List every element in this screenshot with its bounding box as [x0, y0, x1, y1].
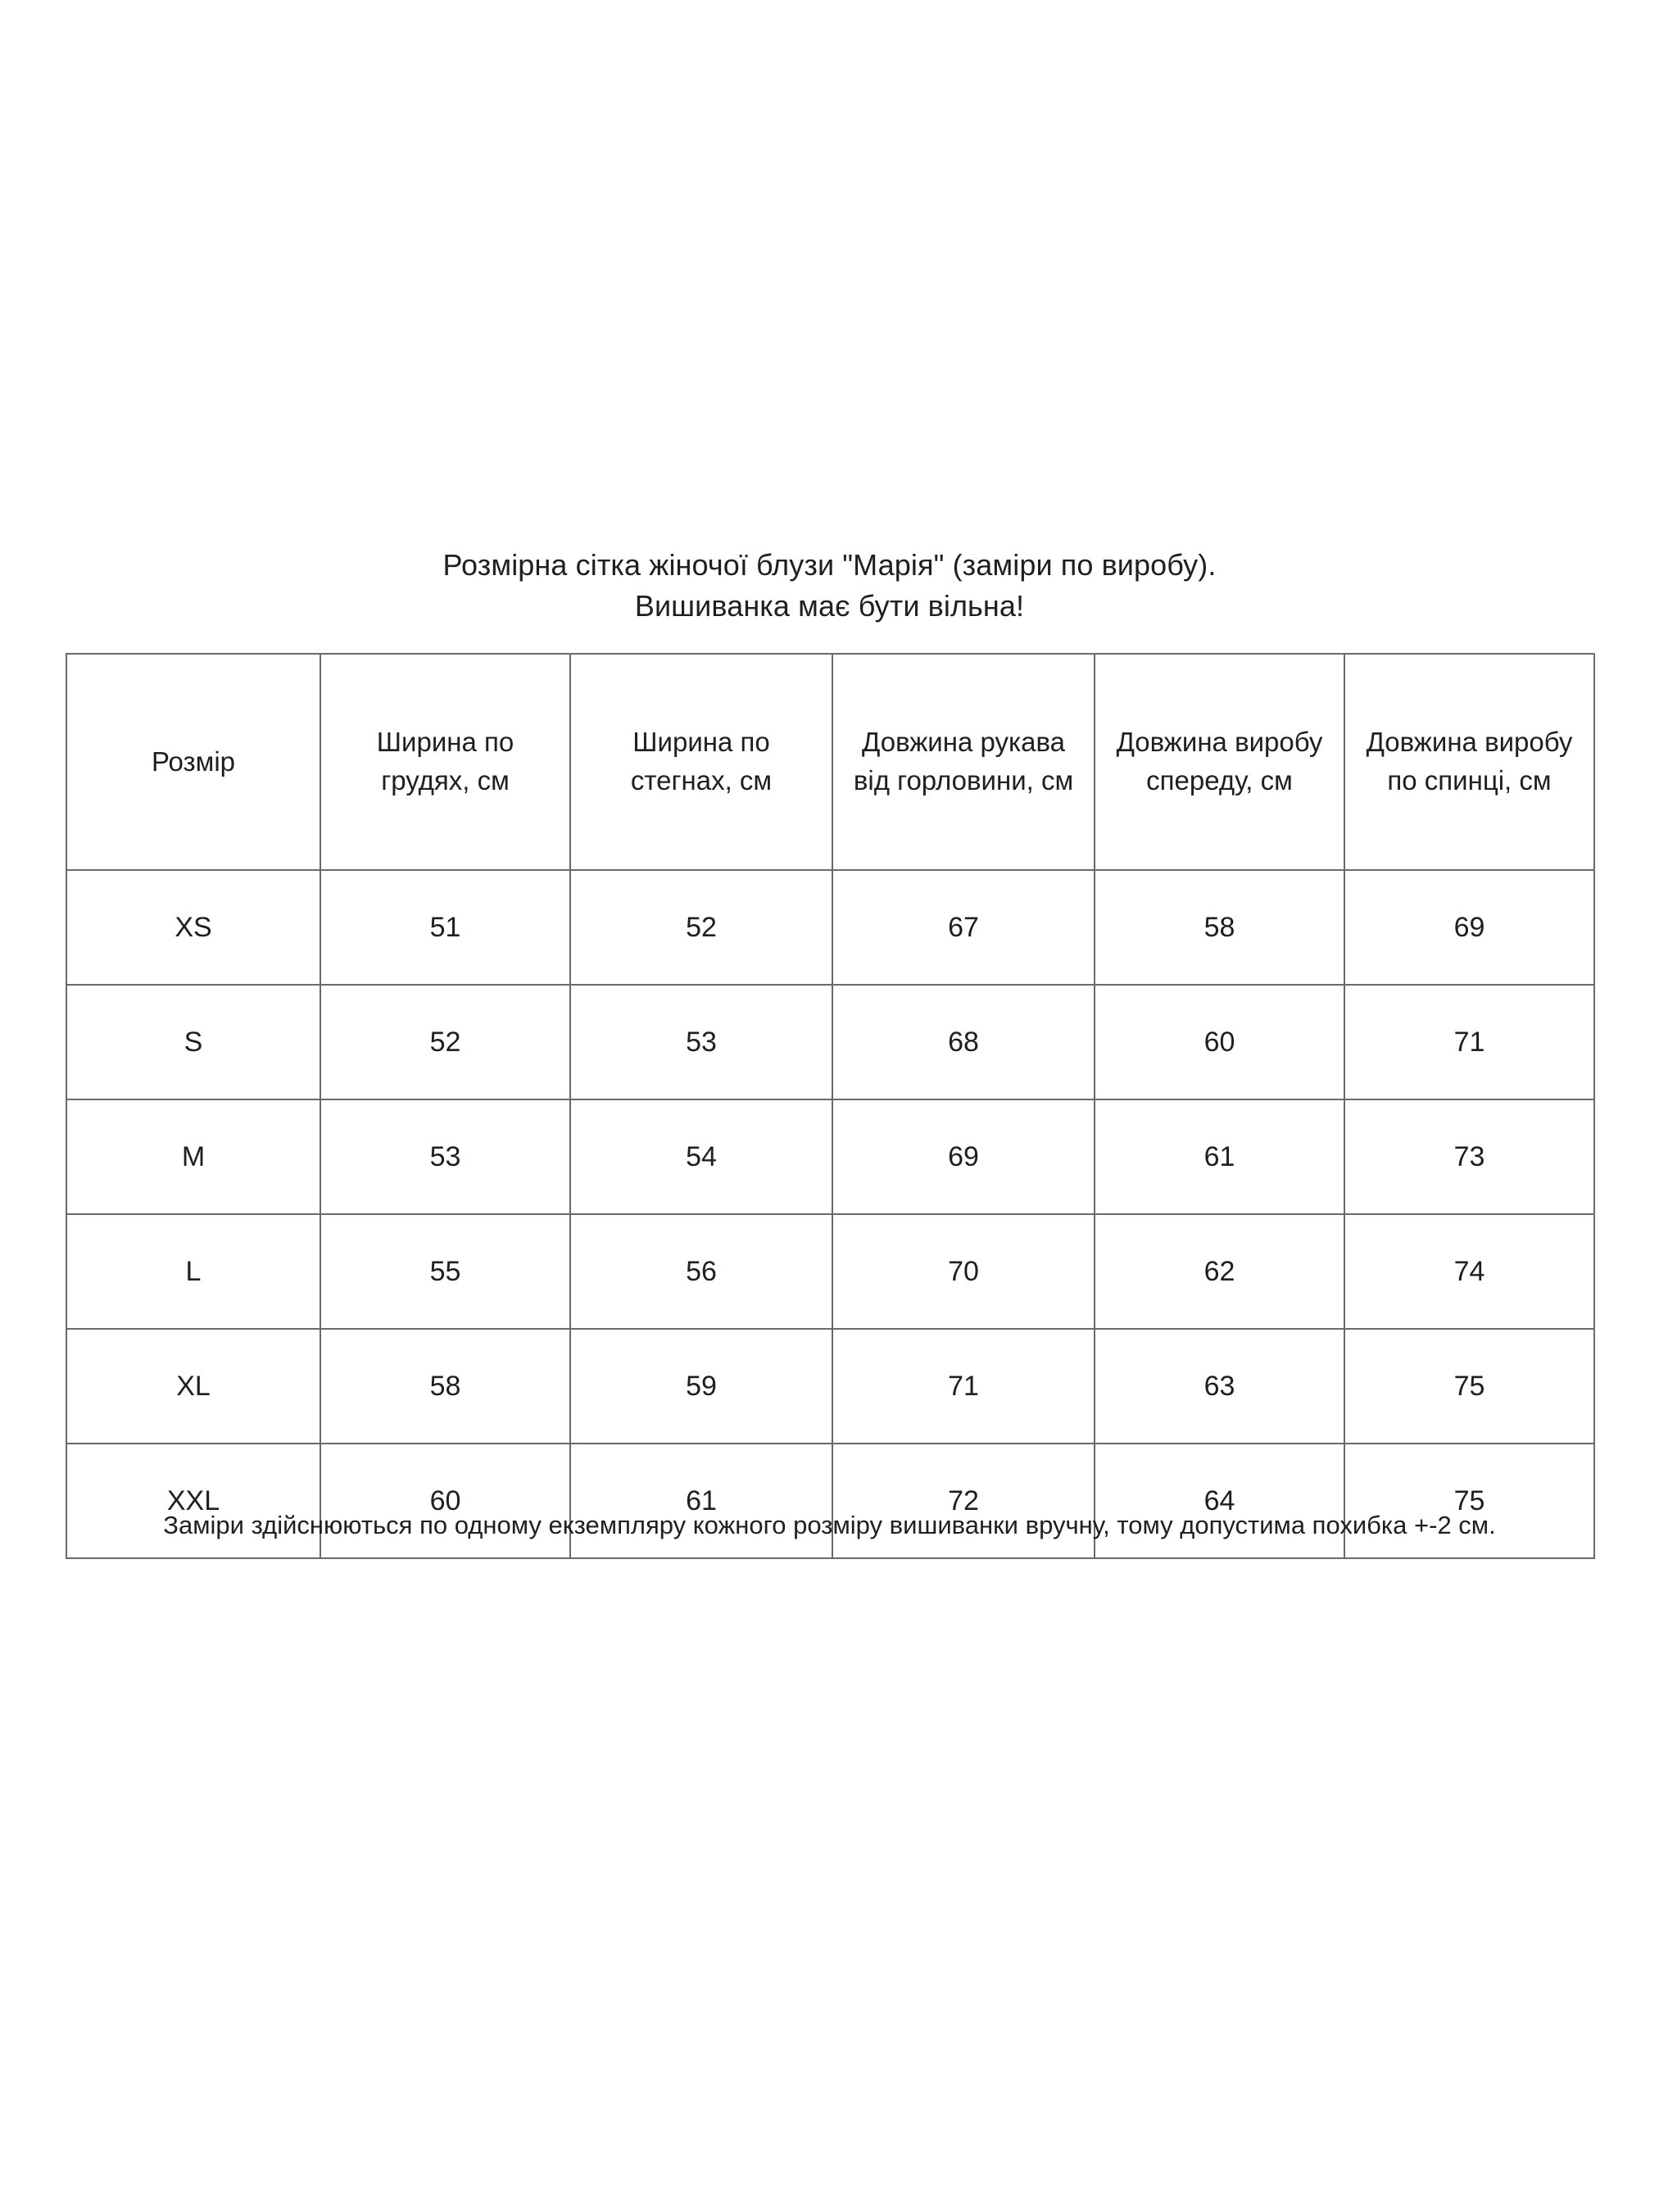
cell-hip-width: 53	[570, 985, 832, 1099]
cell-back-length: 73	[1344, 1099, 1594, 1214]
cell-size: S	[66, 985, 320, 1099]
table-row	[66, 985, 1594, 1099]
cell-sleeve-length: 70	[832, 1214, 1095, 1329]
table-row	[66, 1329, 1594, 1444]
cell-back-length: 71	[1344, 985, 1594, 1099]
title-line-2: Вишиванка має бути вільна!	[634, 588, 1025, 623]
cell-sleeve-length: 71	[832, 1329, 1095, 1444]
cell-sleeve-length: 68	[832, 985, 1095, 1099]
cell-back-length: 74	[1344, 1214, 1594, 1329]
column-header-hip-width: Ширина по стегнах, см	[570, 654, 832, 870]
cell-chest-width: 55	[320, 1214, 570, 1329]
cell-sleeve-length: 67	[832, 870, 1095, 985]
cell-hip-width: 54	[570, 1099, 832, 1214]
cell-size: XL	[66, 1329, 320, 1444]
cell-hip-width: 59	[570, 1329, 832, 1444]
cell-back-length: 75	[1344, 1444, 1594, 1558]
table-body	[66, 870, 1594, 1558]
cell-front-length: 64	[1095, 1444, 1344, 1558]
cell-front-length: 60	[1095, 985, 1344, 1099]
table-row	[66, 1214, 1594, 1329]
cell-chest-width: 60	[320, 1444, 570, 1558]
cell-hip-width: 61	[570, 1444, 832, 1558]
table-header	[66, 654, 1594, 870]
cell-hip-width: 52	[570, 870, 832, 985]
measurement-footnote: Заміри здійснюються по одному екземпляру кожного розміру вишиванки вручну, тому допустима похибка +-2 см.	[163, 1511, 1496, 1539]
title-line-1: Розмірна сітка жіночої блузи "Марія" (заміри по виробу).	[442, 548, 1217, 582]
cell-chest-width: 52	[320, 985, 570, 1099]
cell-front-length: 58	[1095, 870, 1344, 985]
table-row	[66, 1099, 1594, 1214]
size-table-wrapper	[66, 653, 1593, 1559]
cell-front-length: 62	[1095, 1214, 1344, 1329]
column-header-chest-width: Ширина по грудях, см	[320, 654, 570, 870]
cell-sleeve-length: 72	[832, 1444, 1095, 1558]
cell-chest-width: 51	[320, 870, 570, 985]
cell-size: L	[66, 1214, 320, 1329]
size-chart-table	[66, 653, 1595, 1559]
cell-front-length: 63	[1095, 1329, 1344, 1444]
column-header-sleeve-length: Довжина рукава від горловини, см	[832, 654, 1095, 870]
cell-size: XXL	[66, 1444, 320, 1558]
column-header-back-length: Довжина виробу по спинці, см	[1344, 654, 1594, 870]
cell-back-length: 69	[1344, 870, 1594, 985]
document-title	[66, 545, 1593, 626]
column-header-front-length: Довжина виробу спереду, см	[1095, 654, 1344, 870]
table-row	[66, 870, 1594, 985]
cell-chest-width: 53	[320, 1099, 570, 1214]
cell-back-length: 75	[1344, 1329, 1594, 1444]
column-header-size: Розмір	[66, 654, 320, 870]
cell-hip-width: 56	[570, 1214, 832, 1329]
cell-size: XS	[66, 870, 320, 985]
cell-chest-width: 58	[320, 1329, 570, 1444]
cell-front-length: 61	[1095, 1099, 1344, 1214]
cell-size: M	[66, 1099, 320, 1214]
cell-sleeve-length: 69	[832, 1099, 1095, 1214]
table-header-row	[66, 654, 1594, 870]
